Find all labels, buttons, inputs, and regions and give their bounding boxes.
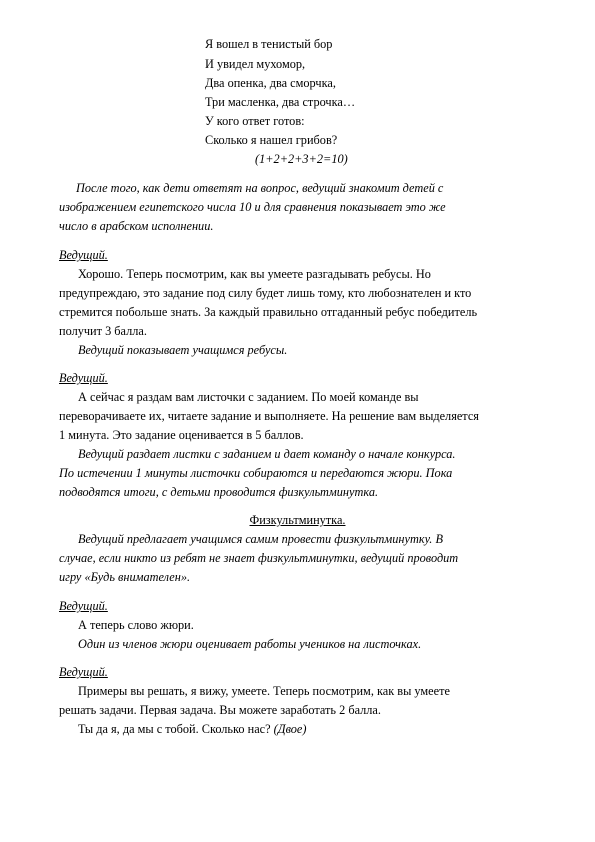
intro-line: изображением египетского числа 10 и для сравнения показывает это же [59,200,446,214]
stage-note: Ведущий раздает листки с заданием и дает команду о начале конкурса. [78,447,456,461]
speech-line: переворачиваете их, читаете задание и выполняете. На решение вам выделяется [59,409,479,423]
stage-note: Ведущий показывает учащимся ребусы. [78,343,288,357]
speech-line: 1 минута. Это задание оценивается в 5 баллов. [59,428,304,442]
poem-line: У кого ответ готов: [205,114,305,128]
speaker-label: Ведущий. [59,248,108,262]
speech-line: решать задачи. Первая задача. Вы можете заработать 2 балла. [59,703,381,717]
speech-line: стремится побольше знать. За каждый правильно отгаданный ребус победитель [59,305,478,319]
riddle-answer: (Двое) [273,722,307,736]
stage-note: Ведущий предлагает учащимся самим провести физкультминутку. В [78,532,443,546]
speaker-label: Ведущий. [59,371,108,385]
speech-line: А сейчас я раздам вам листочки с заданием. По моей команде вы [78,390,419,404]
poem-line: И увидел мухомор, [205,57,306,71]
stage-note: случае, если никто из ребят не знает физкультминутки, ведущий проводит [59,551,459,565]
poem-line: Два опенка, два сморчка, [205,76,336,90]
stage-note: По истечении 1 минуты листочки собираются и передаются жюри. Пока [59,466,453,480]
poem-line: Я вошел в тенистый бор [205,37,333,51]
intro-line: число в арабском исполнении. [59,219,214,233]
speech-line: предупреждаю, это задание под силу будет лишь тому, кто любознателен и кто [59,286,472,300]
poem-line: Сколько я нашел грибов? [205,133,338,147]
riddle-line [78,722,306,737]
stage-note: игру «Будь внимателен». [59,570,191,584]
poem-answer: (1+2+2+3+2=10) [255,152,348,166]
poem-line: Три масленка, два строчка… [205,95,356,109]
section-title: Физкультминутка. [249,513,346,527]
speech-line: А теперь слово жюри. [78,618,194,632]
stage-note: подводятся итоги, с детьми проводится физкультминутка. [59,485,379,499]
speech-line: Примеры вы решать, я вижу, умеете. Теперь посмотрим, как вы умеете [78,684,450,698]
speech-line: Хорошо. Теперь посмотрим, как вы умеете разгадывать ребусы. Но [78,267,431,281]
speech-line: получит 3 балла. [59,324,147,338]
intro-line: После того, как дети ответят на вопрос, ведущий знакомит детей с [76,181,444,195]
speaker-label: Ведущий. [59,599,108,613]
riddle-text: Ты да я, да мы с тобой. Сколько нас? [78,722,271,736]
stage-note: Один из членов жюри оценивает работы учеников на листочках. [78,637,422,651]
speaker-label: Ведущий. [59,665,108,679]
